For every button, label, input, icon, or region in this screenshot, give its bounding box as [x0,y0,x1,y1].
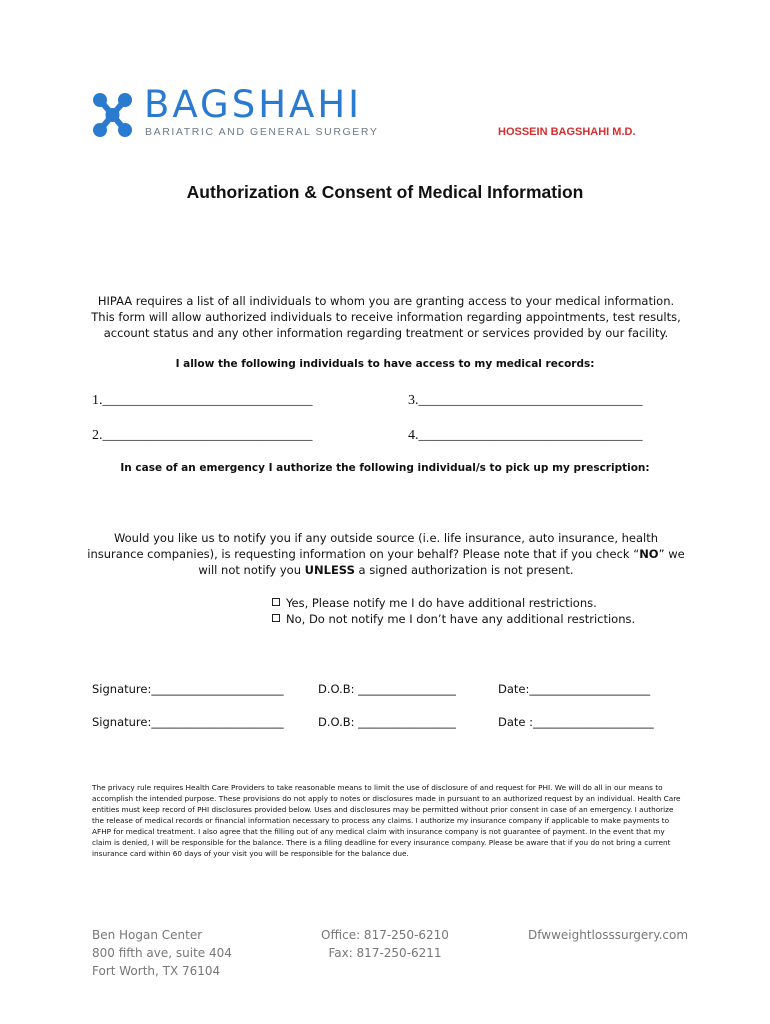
individual-field-4[interactable]: 4.________________________________ [408,428,643,443]
address-line-1: Ben Hogan Center [92,928,203,942]
doctor-name: HOSSEIN BAGSHAHI M.D. [498,126,636,138]
notify-text-2: ” we will not notify you [198,547,685,577]
emergency-heading: In case of an emergency I authorize the following individual/s to pick up my prescription: [120,462,650,474]
signature-field-2[interactable]: Signature:_______________________ [92,715,284,729]
notify-text-1: Would you like us to notify you if any outside source (i.e. life insurance, auto insurance, health insurance companies), is requesting information on your behalf? Please note that if you check “ [87,531,659,561]
intro-paragraph: HIPAA requires a list of all individuals to whom you are granting access to your medical information. This form will allow authorized individuals to receive information regarding appointments, test results, account status and any other information regarding treatment or services provided by our facility. [91,294,681,340]
option-no[interactable] [272,612,635,626]
address-line-2: 800 fifth ave, suite 404 [92,946,232,960]
individual-field-2[interactable]: 2.______________________________ [92,428,313,443]
date-field-2[interactable]: Date :_____________________ [498,715,654,729]
individual-field-3[interactable]: 3.________________________________ [408,393,643,408]
option-no-label: No, Do not notify me I don’t have any additional restrictions. [286,612,636,626]
logo-tagline: BARIATRIC AND GENERAL SURGERY [145,126,379,138]
option-yes[interactable] [272,596,597,610]
allow-heading: I allow the following individuals to have access to my medical records: [175,358,595,370]
signature-field-1[interactable]: Signature:_______________________ [92,682,284,696]
checkbox-yes[interactable] [272,598,280,606]
footer-contact [300,926,470,962]
individual-field-1[interactable]: 1.______________________________ [92,393,313,408]
checkbox-no[interactable] [272,614,280,622]
address-line-3: Fort Worth, TX 76104 [92,964,221,978]
privacy-notice: The privacy rule requires Health Care Providers to take reasonable means to limit the use of disclosure of and request for PHI. We will do all in our means to accomplish the intended purpose. These provisions do not apply to notes or disclosures made in pursuant to an authorized request by an individual. Health Care entities must keep record of PHI disclosures provided below. Uses and disclosures may be permitted without prior consent in case of an emergency. I authorize the release of medical records or financial information necessary to process any claims. I authorize my insurance company if applicable to make payments to AFHP for medical treatment. I also agree that the filling out of any medical claim with insurance company is not guarantee of payment. In the event that my claim is denied, I will be responsible for the balance. There is a filing deadline for every insurance company. Please be aware that if you do not bring a current insurance card within 60 days of your visit you will be responsible for the balance due. [92,783,681,858]
date-field-1[interactable]: Date:_____________________ [498,682,651,696]
option-yes-label: Yes, Please notify me I do have additional restrictions. [286,596,597,610]
dob-field-2[interactable]: D.O.B: _________________ [318,715,456,729]
notify-text-3: a signed authorization is not present. [354,563,574,577]
footer-website[interactable]: Dfwweightlosssurgery.com [528,928,689,942]
footer-address [92,926,232,980]
logo-name: BAGSHAHI [144,83,363,126]
dob-field-1[interactable]: D.O.B: _________________ [318,682,456,696]
fax-number: Fax: 817-250-6211 [328,946,442,960]
office-phone: Office: 817-250-6210 [321,928,449,942]
notify-no-emphasis: NO [639,547,659,561]
bagshahi-logo-icon [92,92,134,138]
page-title: Authorization & Consent of Medical Information [186,182,584,202]
notify-unless-emphasis: UNLESS [304,563,355,577]
notify-paragraph [86,530,686,578]
